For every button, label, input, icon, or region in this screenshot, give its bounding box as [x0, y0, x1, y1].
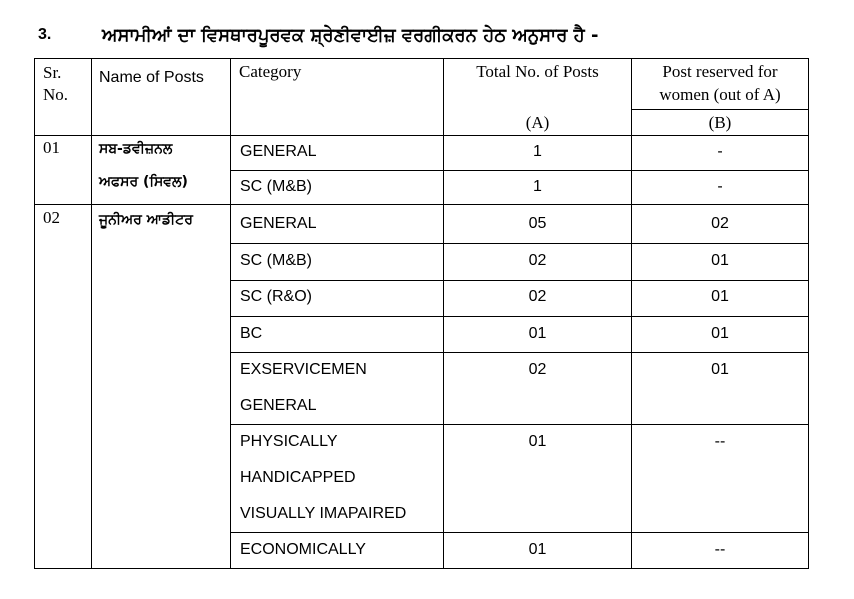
total-cell: 01 — [528, 433, 547, 450]
header-category: Category — [239, 62, 302, 81]
category-cell: SC (M&B) — [240, 252, 312, 269]
post-name: ਅਫਸਰ (ਸਿਵਲ) — [99, 174, 188, 190]
women-cell: 01 — [711, 252, 729, 269]
posts-table — [34, 58, 809, 569]
category-cell: SC (M&B) — [240, 178, 312, 195]
sr-number: 01 — [43, 138, 60, 157]
header-name-of-posts: Name of Posts — [99, 69, 204, 86]
header-col-a: (A) — [525, 113, 550, 132]
category-cell: HANDICAPPED — [240, 469, 356, 486]
post-name: ਜੂਨੀਅਰ ਆਡੀਟਰ — [99, 212, 193, 228]
women-cell: -- — [714, 541, 726, 558]
total-cell: 02 — [528, 252, 547, 269]
section-title: ਅਸਾਮੀਆਂ ਦਾ ਵਿਸਥਾਰਪੂਰਵਕ ਸ਼੍ਰੇਣੀਵਾਈਜ਼ ਵਰਗੀਕਰਨ ਹੇਠ ਅਨੁਸਾਰ ਹੈ - — [102, 24, 599, 46]
sr-number: 02 — [43, 208, 60, 227]
category-cell: GENERAL — [240, 143, 317, 160]
total-cell: 1 — [533, 143, 542, 160]
header-no: No. — [43, 85, 69, 104]
category-cell: GENERAL — [240, 397, 317, 414]
post-name: ਸਬ-ਡਵੀਜ਼ਨਲ — [99, 141, 173, 157]
header-reserved-women-sub: women (out of A) — [659, 85, 781, 104]
total-cell: 1 — [533, 178, 542, 195]
category-cell: EXSERVICEMEN — [240, 361, 367, 378]
women-cell: - — [717, 143, 723, 160]
total-cell: 01 — [528, 541, 547, 558]
women-cell: 02 — [711, 215, 729, 232]
total-cell: 01 — [528, 325, 547, 342]
women-cell: - — [717, 178, 723, 195]
section-heading — [38, 20, 598, 50]
women-cell: 01 — [711, 361, 729, 378]
women-cell: -- — [714, 433, 726, 450]
category-cell: BC — [240, 325, 263, 342]
header-col-b: (B) — [708, 113, 732, 132]
header-reserved-women: Post reserved for — [662, 62, 778, 81]
women-cell: 01 — [711, 288, 729, 305]
total-cell: 05 — [528, 215, 547, 232]
header-sr: Sr. — [43, 63, 62, 82]
category-cell: GENERAL — [240, 215, 317, 232]
total-cell: 02 — [528, 361, 547, 378]
women-cell: 01 — [711, 325, 729, 342]
category-cell: ECONOMICALLY — [240, 541, 366, 558]
category-cell: PHYSICALLY — [240, 433, 338, 450]
category-cell: SC (R&O) — [240, 288, 312, 305]
total-cell: 02 — [528, 288, 547, 305]
category-cell: VISUALLY IMAPAIRED — [240, 505, 407, 522]
section-number: 3. — [38, 26, 52, 43]
header-total-posts: Total No. of Posts — [476, 62, 599, 81]
